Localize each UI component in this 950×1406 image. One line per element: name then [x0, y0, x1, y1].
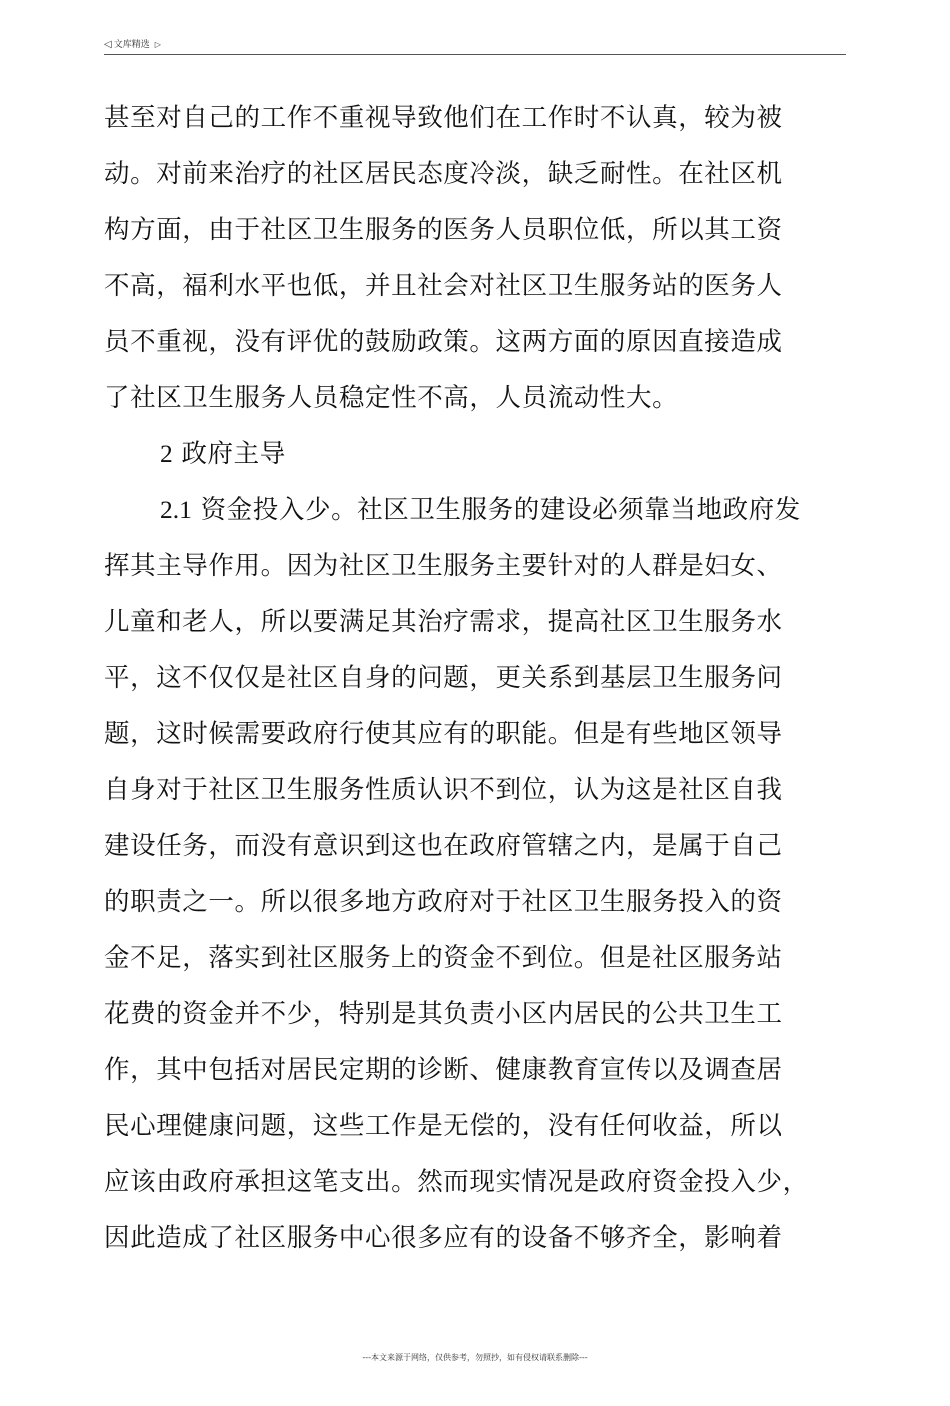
page-header: [104, 38, 846, 55]
text-line: [104, 986, 854, 1042]
text-line: [104, 314, 854, 370]
line-text: 应该由政府承担这笔支出。然而现实情况是政府资金投入少，: [104, 1167, 809, 1197]
line-text: 了社区卫生服务人员稳定性不高，人员流动性大。: [104, 383, 679, 413]
header-mark-text: 文库精选: [113, 40, 150, 50]
paragraph: [104, 426, 854, 482]
text-line: [104, 930, 854, 986]
line-text: 题，这时候需要政府行使其应有的职能。但是有些地区领导: [104, 719, 783, 749]
line-text: 平，这不仅仅是社区自身的问题，更关系到基层卫生服务问: [104, 663, 783, 693]
line-text: 因此造成了社区服务中心很多应有的设备不够齐全，影响着: [104, 1223, 783, 1253]
text-line: [104, 426, 854, 482]
text-line: [104, 762, 854, 818]
line-text: 动。对前来治疗的社区居民态度冷淡，缺乏耐性。在社区机: [104, 159, 783, 189]
text-line: [104, 1098, 854, 1154]
text-line: [104, 90, 854, 146]
text-line: [104, 1042, 854, 1098]
text-line: [104, 594, 854, 650]
line-text: 构方面，由于社区卫生服务的医务人员职位低，所以其工资: [104, 215, 783, 245]
line-text: 民心理健康问题，这些工作是无偿的，没有任何收益，所以: [104, 1111, 783, 1141]
header-logo: [104, 38, 161, 52]
section-number: 2.1: [160, 495, 192, 524]
line-text: 儿童和老人，所以要满足其治疗需求，提高社区卫生服务水: [104, 607, 783, 637]
line-text: 资金投入少。社区卫生服务的建设必须靠当地政府发: [191, 495, 801, 525]
document-body: [104, 90, 854, 1266]
page-footer: ---本文来源于网络，仅供参考，勿照抄，如有侵权请联系删除---: [362, 1353, 588, 1362]
line-text: 作，其中包括对居民定期的诊断、健康教育宣传以及调查居: [104, 1055, 783, 1085]
line-text: 自身对于社区卫生服务性质认识不到位，认为这是社区自我: [104, 775, 783, 805]
paragraph: [104, 482, 854, 1266]
line-text: 甚至对自己的工作不重视导致他们在工作时不认真，较为被: [104, 103, 783, 133]
text-line: [104, 1210, 854, 1266]
line-text: 的职责之一。所以很多地方政府对于社区卫生服务投入的资: [104, 887, 783, 917]
line-text: 花费的资金并不少，特别是其负责小区内居民的公共卫生工: [104, 999, 783, 1029]
line-text: 不高，福利水平也低，并且社会对社区卫生服务站的医务人: [104, 271, 783, 301]
text-line: [104, 874, 854, 930]
text-line: [104, 538, 854, 594]
text-line: [104, 258, 854, 314]
section-number: 2: [160, 439, 173, 468]
text-line: [104, 202, 854, 258]
line-text: 挥其主导作用。因为社区卫生服务主要针对的人群是妇女、: [104, 551, 783, 581]
text-line: [104, 818, 854, 874]
paragraph: [104, 90, 854, 426]
line-text: 员不重视，没有评优的鼓励政策。这两方面的原因直接造成: [104, 327, 783, 357]
text-line: [104, 146, 854, 202]
triangle-left-icon: ◁: [104, 39, 112, 50]
line-text: 建设任务，而没有意识到这也在政府管辖之内，是属于自己: [104, 831, 783, 861]
text-line: [104, 650, 854, 706]
line-text: 金不足，落实到社区服务上的资金不到位。但是社区服务站: [104, 943, 783, 973]
text-line: [104, 1154, 854, 1210]
text-line: [104, 482, 854, 538]
triangle-right-icon: ▷: [154, 40, 161, 49]
line-text: 政府主导: [172, 439, 286, 469]
text-line: [104, 706, 854, 762]
text-line: [104, 370, 854, 426]
